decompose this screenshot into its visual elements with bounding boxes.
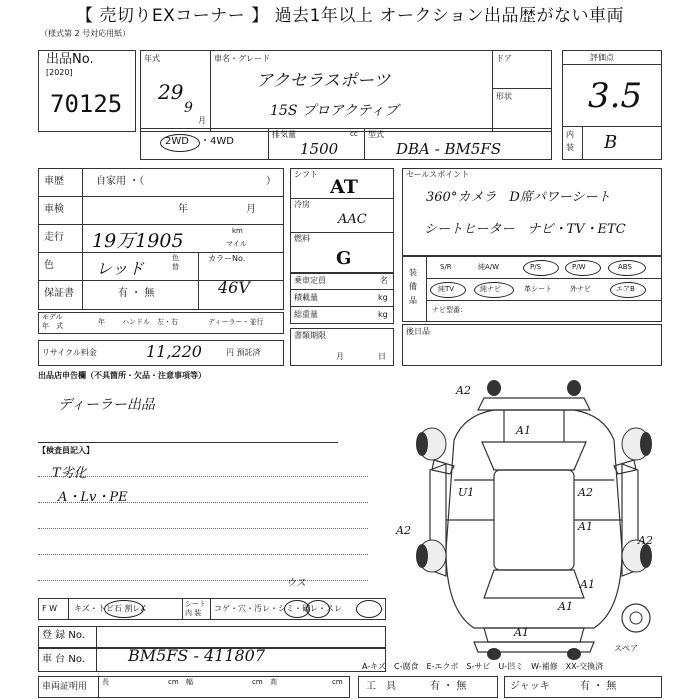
mark-rear-right: A1 (580, 578, 595, 591)
color-label: 色 (44, 260, 54, 271)
type-label: 型式 (368, 130, 384, 139)
banner-title: 【 売切りEXコーナー 】 過去1年以上 オークション出品歴がない車両 (0, 0, 700, 33)
cert-width-unit: cm (252, 678, 263, 686)
defects-fw-label: F W (42, 604, 58, 613)
chassis-label: 車 台 No. (42, 654, 85, 665)
lot-label: 出品No. (46, 52, 94, 67)
model-year-year: 年 (98, 318, 105, 326)
lot-stamp: [2020] (46, 68, 73, 77)
model-year-label1: モデル (42, 313, 63, 321)
ac-value: AAC (338, 212, 367, 227)
mark-bumper: A1 (514, 626, 529, 639)
month-unit: 月 (198, 116, 206, 125)
registration-label: 登 録 No. (42, 630, 85, 641)
recycle-label: リサイクル料金 (42, 348, 97, 357)
equip-ext-navi: 外ナビ (570, 285, 591, 293)
color-no-label: カラーNo. (208, 254, 246, 263)
mark-right-wheel: A2 (638, 534, 653, 547)
weight-unit: kg (378, 310, 388, 319)
mileage-value: 19万1905 (92, 230, 184, 252)
navi-model-label: ナビ型番： (432, 306, 467, 314)
defects-glass: キズ・トビ石 割レX (74, 604, 146, 613)
fuel-label: 燃料 (294, 234, 310, 243)
load-unit: kg (378, 293, 388, 302)
model-year-dealer: ディーラー・並行 (208, 318, 264, 326)
inspection-month: 月 (246, 204, 256, 215)
displacement-value: 1500 (300, 140, 339, 158)
defects-seat-label: シート内 装 (185, 600, 206, 617)
shift-value: AT (330, 176, 358, 198)
history-value: 自家用 ・（ (96, 176, 145, 187)
cert-width: 幅 (186, 678, 193, 686)
sales-point-label: セールスポイント (406, 170, 470, 179)
inspection-label: 車検 (44, 204, 64, 215)
equipment-label: 装備品 (409, 268, 417, 305)
mark-left-side: A2 (396, 524, 411, 537)
deadline-label: 書類期限 (294, 331, 326, 340)
displacement-label: 排気量 (272, 130, 296, 139)
model-name: アクセラスポーツ (256, 71, 391, 91)
shift-label: シフト (294, 170, 318, 179)
chassis-value: BM5FS - 411807 (128, 646, 266, 665)
model-year-handle: ハンドル 左・右 (122, 318, 178, 326)
inspection-year: 年 (178, 204, 188, 215)
drive-4wd: ・4WD (200, 136, 234, 147)
month-value: 9 (184, 100, 193, 116)
defect-note: ウス (286, 578, 306, 589)
jack-label: ジャッキ (510, 681, 550, 692)
defects-seat: コゲ・穴・汚レ・シミ・破レ・スレ (214, 604, 342, 613)
seller-notes-text: ディーラー出品 (58, 397, 155, 413)
tools-label: 工 具 (366, 681, 396, 692)
sales-point-line1: 360°カメラ D席パワーシート (426, 190, 611, 205)
displacement-unit: cc (350, 130, 358, 138)
mark-front: A2 (456, 384, 471, 397)
interior-value: B (604, 132, 618, 153)
form-note: （様式第 2 号対応用紙） (40, 29, 131, 38)
sales-point-box (402, 168, 662, 256)
ac-label: 冷房 (294, 200, 310, 209)
mark-rear: A1 (558, 600, 573, 613)
warranty-label: 保証書 (44, 288, 74, 299)
jack-value: 有 ・ 無 (580, 681, 617, 692)
seller-notes-label: 出品店申告欄（不具箇所・欠品・注意事項等） (38, 371, 206, 380)
defect-legend: A-キズ C-腐食 E-エクボ S-サビ U-凹ミ W-補修 XX-交換済 (362, 662, 604, 671)
model-grade: 15S プロアクティブ (270, 103, 399, 119)
drive-2wd: 2WD (165, 136, 189, 147)
capacity-unit: 名 (380, 276, 388, 285)
inspector-line1: T劣化 (52, 466, 87, 481)
mark-hood: A1 (516, 424, 531, 437)
equip-leather: 革シート (524, 285, 552, 293)
load-label: 積載量 (294, 293, 318, 302)
warranty-value: 有 ・ 無 (118, 288, 155, 299)
deadline-day: 日 (378, 352, 386, 361)
arrival-label: 後日品 (406, 327, 430, 336)
history-label: 車歴 (44, 176, 64, 187)
cert-height-unit: cm (332, 678, 343, 686)
tools-value: 有 ・ 無 (430, 681, 467, 692)
mark-right-rear: A1 (578, 520, 593, 533)
door-label: ドア (496, 54, 512, 63)
registration-row (38, 626, 386, 648)
recycle-unit: 円 預託済 (226, 348, 261, 357)
mark-left-door: U1 (458, 486, 475, 499)
recycle-value: 11,220 (146, 342, 202, 361)
color-change-label: 色替 (172, 254, 179, 271)
year-label: 年式 (144, 54, 160, 63)
sales-point-line2: シートヒーター ナビ・TV・ETC (424, 222, 626, 237)
color-no-value: 46V (218, 278, 250, 297)
cert-length-unit: cm (168, 678, 179, 686)
deadline-month: 月 (336, 352, 344, 361)
equip-navi: 純ナビ (480, 285, 501, 293)
score-label: 評価点 (590, 53, 614, 62)
inspector-line2: A・Lv・PE (58, 490, 128, 505)
history-close: ） (266, 176, 276, 187)
car-diagram (394, 380, 674, 660)
model-year-label2: 年 式 (42, 322, 63, 330)
fuel-value: G (336, 248, 352, 269)
inspector-label: 【検査員記入】 (38, 446, 94, 455)
spare-label: スペア (614, 644, 638, 653)
type-value: DBA - BM5FS (396, 140, 502, 158)
mileage-unit-mile: マイル (226, 240, 247, 248)
mileage-label: 走行 (44, 232, 64, 243)
equip-pw: P/W (572, 263, 586, 271)
model-label: 車名・グレード (214, 54, 270, 63)
equip-tv: 純TV (438, 285, 455, 293)
equip-ps: P/S (530, 263, 542, 271)
cert-length: 長 (102, 678, 109, 686)
body-type-label: 形状 (496, 92, 512, 101)
mileage-unit-km: km (232, 227, 243, 235)
capacity-label: 乗車定員 (294, 276, 326, 285)
equip-abs: ABS (618, 263, 632, 271)
score-value: 3.5 (588, 76, 643, 116)
year-value: 29 (158, 80, 184, 104)
cert-label: 車両証明用 (42, 682, 88, 692)
mark-right-door: A2 (578, 486, 593, 499)
arrival-box (402, 324, 662, 366)
interior-label: 内装 (566, 130, 574, 152)
equip-aw: 純A/W (478, 263, 500, 271)
equip-sr: S/R (440, 263, 452, 271)
lot-number: 70125 (50, 90, 123, 118)
weight-label: 総重量 (294, 310, 318, 319)
color-value: レッド (96, 259, 144, 278)
cert-height: 高 (270, 678, 277, 686)
equip-airbag: エアB (616, 285, 635, 293)
